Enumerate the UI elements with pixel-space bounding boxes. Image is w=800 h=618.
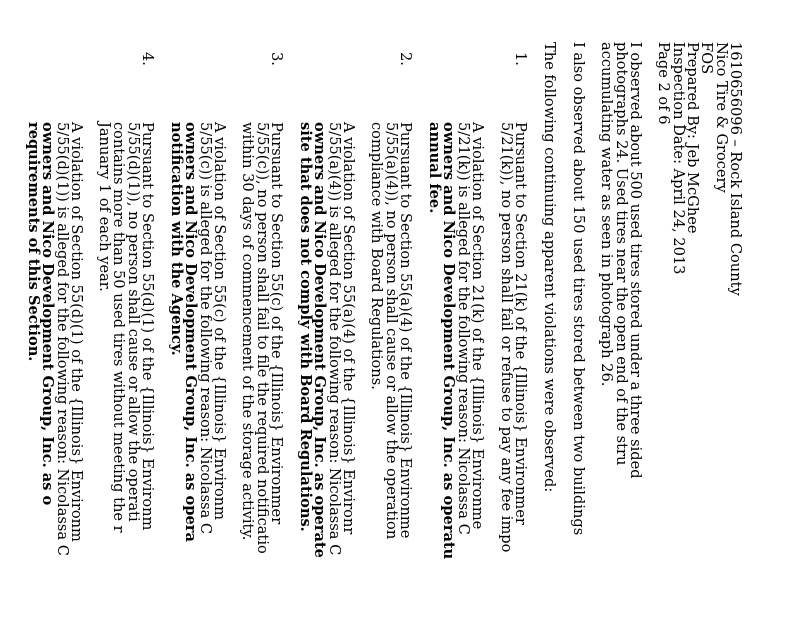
violation-3-text-line-2: 5/55(c)), no person shall fail to file the required notificatio <box>253 122 271 554</box>
violation-4-finding-line-2: 5/55(d)(1)) is alleged for the following reason: Nicolassa C <box>53 122 71 556</box>
header-prepared-by: Prepared By: Jeb McGhee <box>684 42 702 234</box>
violation-2-finding-line-2: 5/55(a)(4)) is alleged for the following reason: Nicolassa C <box>325 122 343 556</box>
observation-paragraph-2: I also observed about 150 used tires stored between two buildings <box>570 42 587 536</box>
header-inspection-date: Inspection Date: April 24, 2013 <box>669 42 687 275</box>
violation-1-finding-line-1: A violation of Section 21(k) of the {Illinois} Environme <box>469 122 486 530</box>
violation-3-finding-line-3: owners and Nico Development Group, Inc. as opera <box>182 122 200 542</box>
violation-1-number: 1. <box>512 52 529 66</box>
header-program: FOS <box>698 42 716 75</box>
violation-2-text-line-2: 5/55(a)(4)), no person shall cause or allow the operation <box>382 122 400 540</box>
violation-4-finding-line-3: owners and Nico Development Group, Inc. as o <box>39 122 57 506</box>
violation-2-number: 2. <box>397 52 414 66</box>
header-page-number: Page 2 of 6 <box>655 42 673 125</box>
violation-2-finding-line-3: owners and Nico Development Group, Inc. as operate <box>311 122 329 558</box>
violation-2-text-line-1: Pursuant to Section 55(a)(4) of the {Illinois} Environme <box>397 122 414 539</box>
header-site-id: 1610656096 – Rock Island County <box>727 42 744 296</box>
observation-paragraph-1-line-3: accumulating water as seen in photograph 26. <box>598 42 616 387</box>
violation-4-text-line-1: Pursuant to Section 55(d)(1) of the {Illinois} Environm <box>139 122 156 531</box>
header-site-name: Nico Tire & Grocery <box>712 42 730 193</box>
observation-paragraph-1-line-2: photographs 24. Used tires near the open end of the stru <box>612 42 630 466</box>
violation-1-text-line-2: 5/21(k)), no person shall fail or refuse to pay any fee impo <box>497 122 515 553</box>
violation-3-number: 3. <box>268 52 285 66</box>
violation-4-text-line-3: contains more than 50 used tires without meeting the r <box>110 122 128 533</box>
violation-2-finding-line-1: A violation of Section 55(a)(4) of the {Illinois} Environr <box>340 122 357 535</box>
violation-2-text-line-3: compliance with Board Regulations. <box>368 122 386 390</box>
violation-1-finding-line-4: annual fee. <box>426 122 444 214</box>
violation-3-finding-line-2: 5/55(c)) is alleged for the following reason: Nicolassa C <box>196 122 214 535</box>
violation-4-number: 4. <box>139 52 156 66</box>
violation-3-text-line-3: within 30 days of commencement of the storage activity. <box>239 122 257 541</box>
violation-2-finding-line-4: site that does not comply with Board Regulations. <box>297 122 315 532</box>
observation-paragraph-1-line-1: I observed about 500 used tires stored under a three sided <box>627 42 644 479</box>
violation-4-finding-line-4: requirements of this Section. <box>25 122 43 362</box>
violation-4-text-line-2: 5/55(d)(1)), no person shall cause or allow the operati <box>124 122 142 522</box>
document-page <box>25 42 744 618</box>
violations-intro: The following continuing apparent violations were observed: <box>541 42 558 493</box>
violation-1-finding-line-2: 5/21(k)) is alleged for the following reason: Nicolassa C <box>454 122 472 535</box>
violation-3-text-line-1: Pursuant to Section 55(c) of the {Illinois} Environmer <box>268 122 285 525</box>
violation-4-text-line-4: January 1 of each year. <box>96 122 114 292</box>
violation-4-finding-line-1: A violation of Section 55(d)(1) of the {Illinois} Environm <box>68 122 85 542</box>
violation-3-finding-line-1: A violation of Section 55(c) of the {Illinois} Environm <box>211 122 228 521</box>
violation-1-text-line-1: Pursuant to Section 21(k) of the {Illinois} Environmer <box>512 122 529 525</box>
violation-3-finding-line-4: notification with the Agency. <box>168 122 186 356</box>
violation-1-finding-line-3: owners and Nico Development Group, Inc. as operatu <box>440 122 458 560</box>
